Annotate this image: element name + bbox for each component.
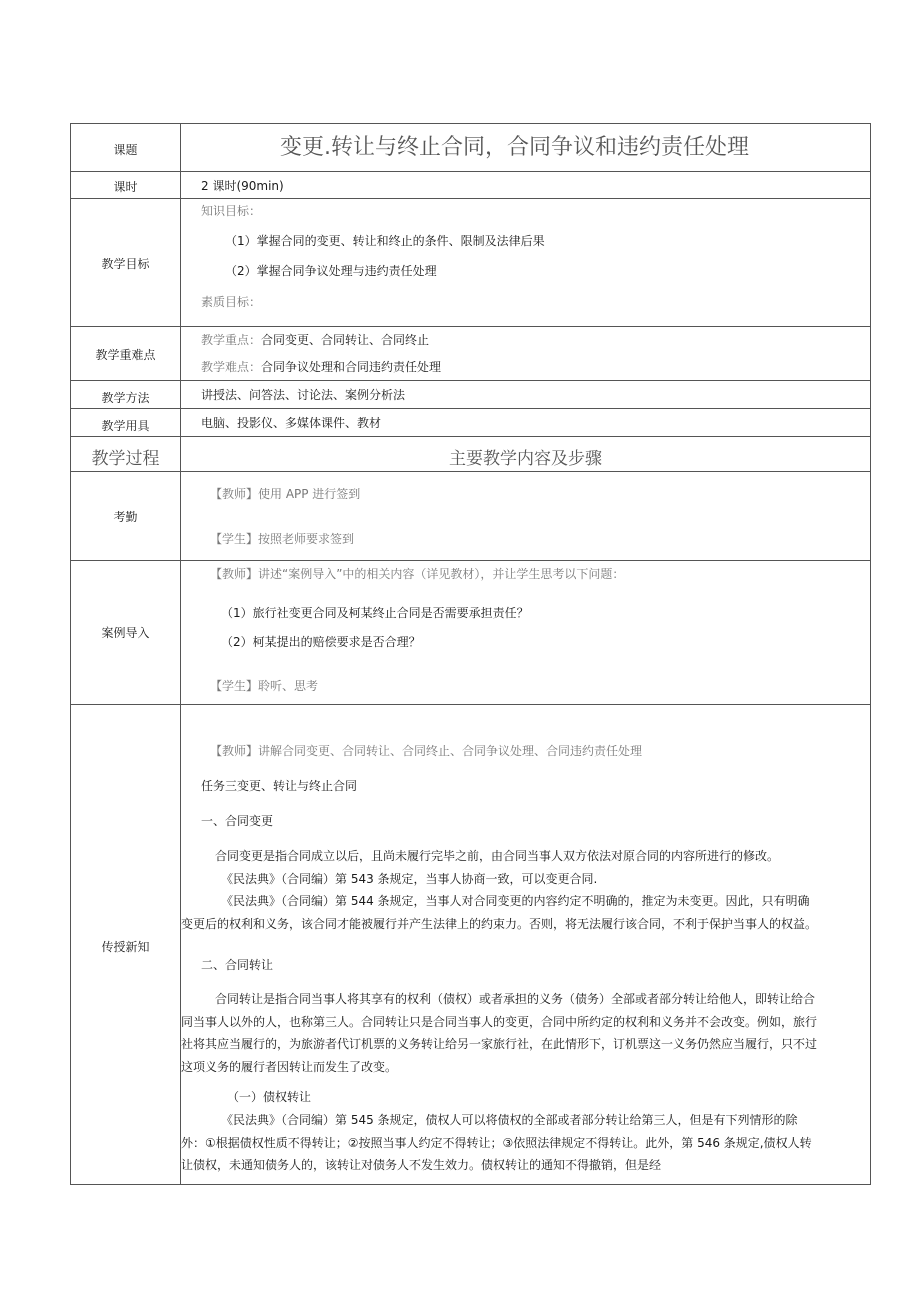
paragraph-line: 让债权，未通知债务人的，该转让对债务人不发生效力。债权转让的通知不得撤销，但是经	[181, 1158, 662, 1172]
paragraph-line: 变更后的权利和义务，该合同才能被履行并产生法律上的约束力。否则，将无法履行该合同，不利于保护当事人的权益。	[181, 916, 818, 931]
process-header-right: 主要教学内容及步骤	[449, 449, 602, 469]
hours-label: 课时	[113, 180, 138, 194]
attendance-cell	[181, 472, 870, 560]
paragraph	[181, 890, 870, 935]
paragraph	[181, 988, 870, 1078]
paragraph-line: 这项义务的履行者因转让而发生了改变。	[181, 1059, 398, 1074]
paragraph: 《民法典》（合同编）第 543 条规定，当事人协商一致，可以变更合同.	[221, 872, 598, 886]
attendance-label: 考勤	[113, 510, 138, 524]
methods-label: 教学方法	[101, 391, 150, 405]
tools-value: 电脑、投影仪、多媒体课件、教材	[201, 416, 382, 430]
knowledge-teacher: 【教师】讲解合同变更、合同转让、合同终止、合同争议处理、合同违约责任处理	[210, 744, 643, 758]
methods-value: 讲授法、问答法、讨论法、案例分析法	[201, 388, 406, 402]
methods-cell	[181, 381, 870, 408]
attendance-teacher: 【教师】使用 APP 进行签到	[210, 487, 361, 501]
title-label: 课题	[113, 143, 138, 157]
process-header-cell	[181, 437, 870, 471]
paragraph-line: 合同转让是指合同当事人将其享有的权利（债权）或者承担的义务（债务）全部或者部分转让给他人，即转让给合	[215, 992, 816, 1006]
difficulty-value: 合同争议处理和合同违约责任处理	[261, 360, 442, 374]
difficulty-prefix: 教学难点：	[201, 360, 262, 374]
hours-cell	[181, 172, 870, 198]
case-intro-cell	[181, 561, 870, 704]
objective-item: （1）掌握合同的变更、转让和终止的条件、限制及法律后果	[225, 234, 545, 248]
paragraph-line: 《民法典》（合同编）第 544 条规定，当事人对合同变更的内容约定不明确的，推定为未变更。因此，只有明确	[221, 894, 810, 908]
focus-value: 合同变更、合同转让、合同终止	[261, 333, 430, 347]
case-question: （1）旅行社变更合同及柯某终止合同是否需要承担责任？	[221, 606, 529, 620]
case-teacher: 【教师】讲述“案例导入”中的相关内容（详见教材），并让学生思考以下问题：	[210, 567, 625, 581]
paragraph-line: 外：①根据债权性质不得转让；②按照当事人约定不得转让；③依照法律规定不得转让。此外，第 546 条规定,债权人转	[181, 1135, 812, 1150]
case-intro-label: 案例导入	[101, 626, 150, 640]
new-knowledge-cell	[181, 705, 870, 1186]
tools-label: 教学用具	[101, 419, 150, 433]
paragraph	[181, 1109, 870, 1177]
task-heading: 任务三变更、转让与终止合同	[201, 779, 358, 793]
process-header-left: 教学过程	[91, 449, 160, 469]
paragraph: 合同变更是指合同成立以后，且尚未履行完毕之前，由合同当事人双方依法对原合同的内容所进行的修改。	[215, 849, 780, 863]
section-heading: 一、合同变更	[201, 814, 274, 828]
objectives-cell	[181, 199, 870, 326]
objective-item: （2）掌握合同争议处理与违约责任处理	[225, 264, 437, 278]
subsection-heading: （一）债权转让	[227, 1090, 312, 1104]
key-points-label: 教学重难点	[95, 348, 156, 362]
case-student: 【学生】聆听、思考	[210, 679, 319, 693]
title-cell	[181, 124, 870, 171]
paragraph-line: 同当事人以外的人，也称第三人。合同转让只是合同当事人的变更，合同中所约定的权利和义务并不会改变。例如，旅行	[181, 1014, 818, 1029]
lesson-plan-table	[70, 123, 871, 1185]
knowledge-goals-heading: 知识目标：	[201, 204, 262, 218]
tools-cell	[181, 409, 870, 436]
new-knowledge-label: 传授新知	[101, 940, 150, 954]
key-points-cell	[181, 327, 870, 380]
attendance-student: 【学生】按照老师要求签到	[210, 532, 355, 546]
paragraph-line: 《民法典》（合同编）第 545 条规定，债权人可以将债权的全部或者部分转让给第三人，但是有下列情形的除	[221, 1113, 798, 1127]
quality-goals-heading: 素质目标：	[201, 295, 262, 309]
paragraph-line: 社将其应当履行的，为旅游者代订机票的义务转让给另一家旅行社，在此情形下，订机票这一义务仍然应当履行，只不过	[181, 1037, 818, 1051]
case-question: （2）柯某提出的赔偿要求是否合理？	[221, 635, 421, 649]
focus-prefix: 教学重点：	[201, 333, 262, 347]
objectives-label: 教学目标	[101, 257, 150, 271]
section-heading: 二、合同转让	[201, 958, 274, 972]
page-title: 变更.转让与终止合同，合同争议和违约责任处理	[280, 135, 749, 160]
hours-value: 2 课时(90min)	[201, 179, 284, 193]
